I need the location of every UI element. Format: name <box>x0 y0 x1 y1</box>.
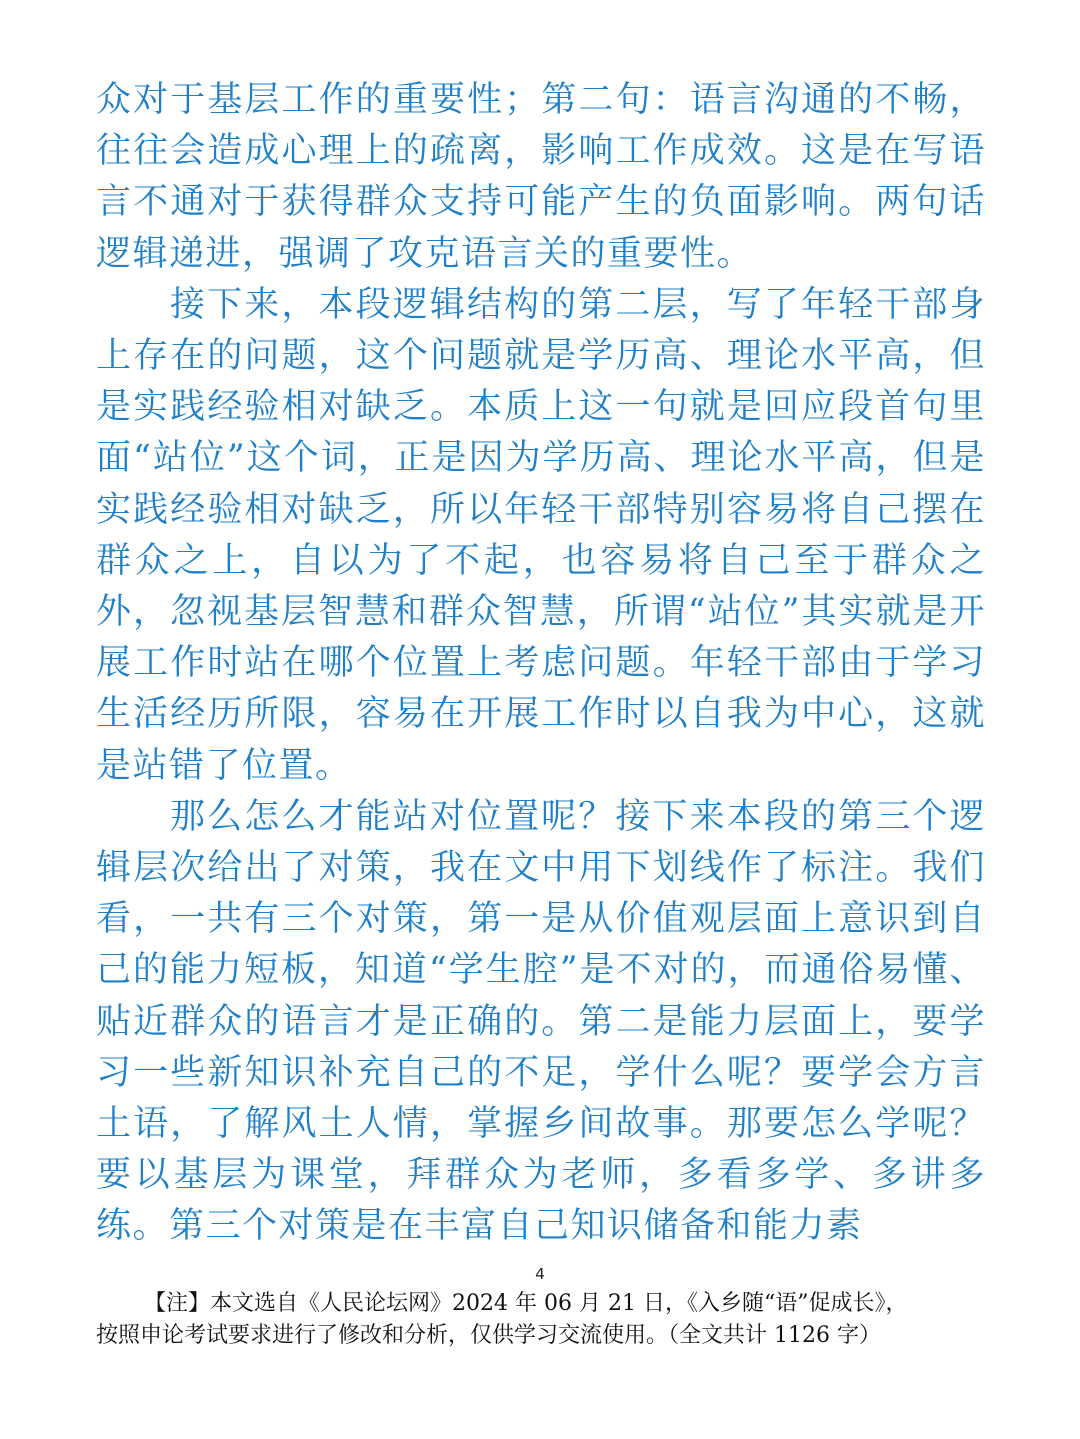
paragraph-1: 众对于基层工作的重要性；第二句：语言沟通的不畅，往往会造成心理上的疏离，影响工作成效。这是在写语言不通对于获得群众支持可能产生的负面影响。两句话逻辑递进，强调了攻克语言关的重要性。 <box>96 80 986 274</box>
paragraph-2: 接下来，本段逻辑结构的第二层，写了年轻干部身上存在的问题，这个问题就是学历高、理论水平高，但是实践经验相对缺乏。本质上这一句就是回应段首句里面“站位”这个词，正是因为学历高、理论水平高，但是实践经验相对缺乏，所以年轻干部特别容易将自己摆在群众之上，自以为了不起，也容易将自己至于群众之外，忽视基层智慧和群众智慧，所谓“站位”其实就是开展工作时站在哪个位置上考虑问题。年轻干部由于学习生活经历所限，容易在开展工作时以自我为中心，这就是站错了位置。 <box>96 284 986 786</box>
page-number: 4 <box>535 1265 545 1283</box>
footnote-line-2: 按照申论考试要求进行了修改和分析，仅供学习交流使用。（全文共计 1126 字） <box>96 1323 881 1348</box>
paragraph-3: 那么怎么才能站对位置呢？接下来本段的第三个逻辑层次给出了对策，我在文中用下划线作了标注。我们看，一共有三个对策，第一是从价值观层面上意识到自己的能力短板，知道“学生腔”是不对的，而通俗易懂、贴近群众的语言才是正确的。第二是能力层面上，要学习一些新知识补充自己的不足，学什么呢？要学会方言土语，了解风土人情，掌握乡间故事。那要怎么学呢？要以基层为课堂，拜群众为老师，多看多学、多讲多练。第三个对策是在丰富自己知识储备和能力素 <box>96 796 986 1247</box>
footnote <box>96 1288 986 1352</box>
footnote-line-1: 【注】本文选自《人民论坛网》2024 年 06 月 21 日，《入乡随“语”促成长》， <box>144 1291 908 1316</box>
article-body <box>96 75 986 1253</box>
